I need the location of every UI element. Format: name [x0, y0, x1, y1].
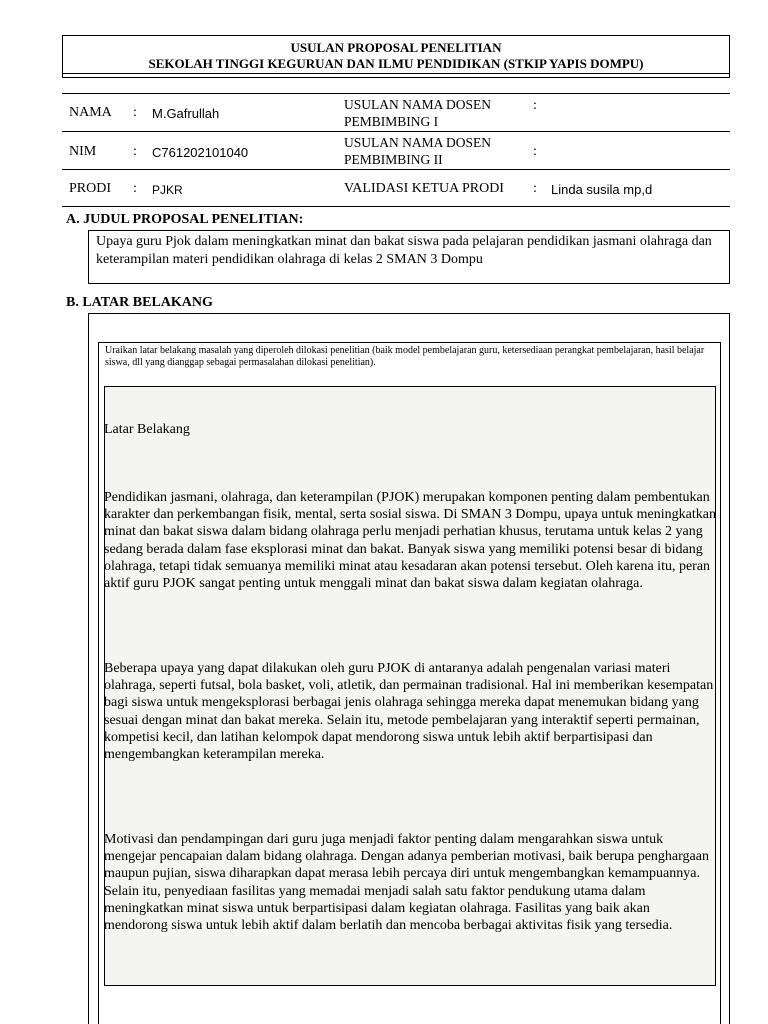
info-row-nim	[62, 131, 730, 170]
info-row-nama	[62, 93, 730, 132]
section-a-title: A. JUDUL PROPOSAL PENELITIAN:	[66, 212, 304, 227]
section-b-instruction: Uraikan latar belakang masalah yang diperoleh dilokasi penelitian (baik model pembelajaran guru, ketersediaan perangkat pembelajaran, hasil belajar siswa, dll yang dianggap sebagai permasalahan dilokasi penelitian).	[105, 345, 705, 368]
nim-value: C761202101040	[152, 145, 249, 160]
nim-separator: :	[133, 144, 137, 159]
dosen2-label-line2: PEMBIMBING II	[344, 152, 443, 167]
validasi-value: Linda susila mp,d	[551, 182, 653, 197]
dosen2-label-line1: USULAN NAMA DOSEN	[344, 135, 492, 150]
nama-separator: :	[133, 105, 137, 120]
info-row-prodi	[62, 169, 730, 207]
header-underline	[63, 73, 729, 74]
document-header	[62, 35, 730, 78]
paragraph-2: Beberapa upaya yang dapat dilakukan oleh guru PJOK di antaranya adalah pengenalan variasi materi olahraga, seperti futsal, bola basket, voli, atletik, dan permainan tradisional. Hal ini memberikan kesempatan bagi siswa untuk mengeksplorasi berbagai jenis olahraga sehingga mereka dapat menemukan bidang yang sesuai dengan minat dan bakat mereka. Selain itu, metode pembelajaran yang interaktif seperti permainan, kompetisi kecil, dan latihan kelompok dapat mendorong siswa untuk lebih aktif berpartisipasi dan mengembangkan keterampilan mereka.	[104, 661, 714, 763]
judul-text: Upaya guru Pjok dalam meningkatkan minat dan bakat siswa pada pelajaran pendidikan jasmani olahraga dan keterampilan materi pendidikan olahraga di kelas 2 SMAN 3 Dompu	[96, 234, 712, 267]
prodi-separator: :	[133, 181, 137, 196]
dosen1-label-line1: USULAN NAMA DOSEN	[344, 97, 492, 112]
validasi-label: VALIDASI KETUA PRODI	[344, 181, 504, 196]
judul-box	[88, 230, 730, 284]
paragraph-3: Motivasi dan pendampingan dari guru juga menjadi faktor penting dalam mengarahkan siswa untuk mengejar pencapaian dalam bidang olahraga. Dengan adanya pemberian motivasi, baik berupa penghargaan maupun pujian, siswa diharapkan dapat merasa lebih percaya diri untuk mengembangkan kemampuannya. Selain itu, penyediaan fasilitas yang memadai menjadi salah satu faktor pendukung utama dalam meningkatkan minat siswa untuk berpartisipasi dalam kegiatan olahraga. Fasilitas yang baik akan mendorong siswa untuk lebih aktif dalam berlatih dan mencoba berbagai aktivitas fisik yang tersedia.	[104, 832, 709, 934]
dosen1-label-line2: PEMBIMBING I	[344, 114, 439, 129]
document-title: USULAN PROPOSAL PENELITIAN	[290, 40, 502, 55]
latar-belakang-heading: Latar Belakang	[104, 422, 190, 437]
nama-label: NAMA	[69, 105, 112, 120]
nama-value: M.Gafrullah	[152, 106, 220, 121]
dosen1-label	[344, 96, 491, 130]
section-b-title: B. LATAR BELAKANG	[66, 295, 213, 310]
dosen2-label	[344, 134, 491, 168]
institution-name: SEKOLAH TINGGI KEGURUAN DAN ILMU PENDIDIKAN (STKIP YAPIS DOMPU)	[148, 56, 644, 71]
dosen1-separator: :	[533, 98, 537, 113]
paragraph-1: Pendidikan jasmani, olahraga, dan keterampilan (PJOK) merupakan komponen penting dalam pembentukan karakter dan perkembangan fisik, mental, serta sosial siswa. Di SMAN 3 Dompu, upaya untuk meningkatkan minat dan bakat siswa dalam bidang olahraga perlu menjadi perhatian khusus, terutama untuk kelas 2 yang sedang berada dalam fase eksplorasi minat dan bakat. Banyak siswa yang memiliki potensi besar di bidang olahraga, tetapi tidak semuanya memiliki minat atau kesadaran akan potensi tersebut. Oleh karena itu, peran aktif guru PJOK sangat penting untuk menggali minat dan bakat siswa dalam kegiatan olahraga.	[104, 490, 716, 592]
validasi-separator: :	[533, 181, 537, 196]
dosen2-separator: :	[533, 144, 537, 159]
prodi-value: PJKR	[152, 183, 183, 197]
nim-label: NIM	[69, 144, 97, 159]
prodi-label: PRODI	[69, 181, 112, 196]
